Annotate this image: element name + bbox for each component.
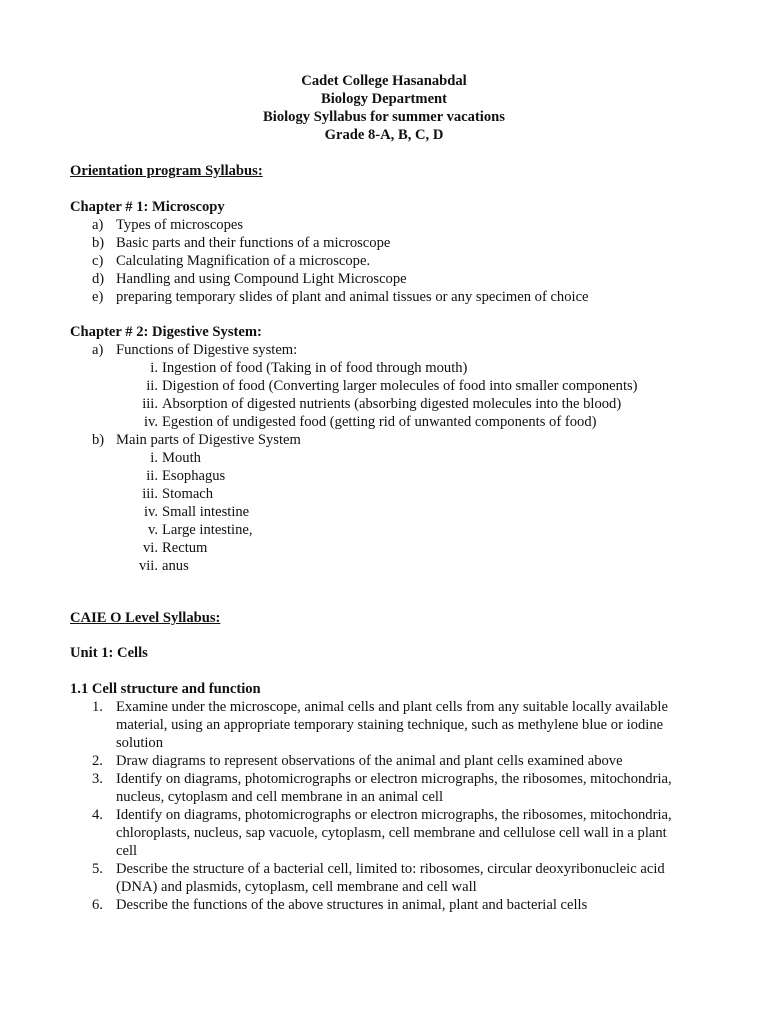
list-item: i. Ingestion of food (Taking in of food through mouth) <box>150 360 468 376</box>
chapter2-heading: Chapter # 2: Digestive System: <box>70 324 262 340</box>
department-name: Biology Department <box>320 91 448 107</box>
document-header <box>0 72 768 144</box>
list-item: v. Large intestine, <box>148 522 253 538</box>
grade-line: Grade 8-A, B, C, D <box>324 127 444 143</box>
list-item: 2. Draw diagrams to represent observations of the animal and plant cells examined above <box>92 753 623 769</box>
list-item: 3. Identify on diagrams, photomicrographs or electron micrographs, the ribosomes, mitochondria, nucleus, cytoplasm and cell membrane in an animal cell <box>92 771 672 805</box>
orientation-heading: Orientation program Syllabus: <box>70 163 263 179</box>
chapter1-list <box>0 216 768 306</box>
list-item: 4. Identify on diagrams, photomicrographs or electron micrographs, the ribosomes, mitochondria, chloroplasts, nucleus, sap vacuole, cytoplasm, cell membrane and cellulose cell wall in a plant cell <box>92 807 672 859</box>
list-item: 1. Examine under the microscope, animal cells and plant cells from any suitable locally available material, using an appropriate temporary staining technique, such as methylene blue or iodine solution <box>92 699 668 751</box>
college-name: Cadet College Hasanabdal <box>301 73 467 89</box>
syllabus-title: Biology Syllabus for summer vacations <box>263 109 505 125</box>
list-item: c) Calculating Magnification of a microscope. <box>92 253 371 269</box>
list-item: iv. Small intestine <box>143 504 250 520</box>
unit-heading: Unit 1: Cells <box>70 645 148 661</box>
list-item: b) Main parts of Digestive System <box>92 432 301 448</box>
list-item: 5. Describe the structure of a bacterial cell, limited to: ribosomes, circular deoxyribonucleic acid (DNA) and plasmids, cytoplasm, cell membrane and cell wall <box>92 861 665 895</box>
list-item: vi. Rectum <box>143 540 208 556</box>
chapter2-list <box>0 341 768 575</box>
list-item: iv. Egestion of undigested food (getting rid of unwanted components of food) <box>143 414 597 430</box>
section-heading: 1.1 Cell structure and function <box>70 681 261 697</box>
list-item: e) preparing temporary slides of plant and animal tissues or any specimen of choice <box>92 289 589 305</box>
list-item: ii. Esophagus <box>146 468 226 484</box>
caie-heading: CAIE O Level Syllabus: <box>70 610 221 626</box>
cell-structure-list <box>0 698 768 914</box>
list-item: ii. Digestion of food (Converting larger molecules of food into smaller components) <box>146 378 638 394</box>
list-item: a) Types of microscopes <box>92 217 244 233</box>
list-item: b) Basic parts and their functions of a microscope <box>92 235 391 251</box>
list-item: 6. Describe the functions of the above structures in animal, plant and bacterial cells <box>92 897 588 913</box>
list-item: d) Handling and using Compound Light Microscope <box>92 271 407 287</box>
chapter1-heading: Chapter # 1: Microscopy <box>70 199 225 215</box>
list-item: a) Functions of Digestive system: <box>92 342 298 358</box>
list-item: vii. anus <box>138 558 189 574</box>
list-item: i. Mouth <box>150 450 201 466</box>
list-item: iii. Absorption of digested nutrients (absorbing digested molecules into the blood) <box>142 396 622 412</box>
list-item: iii. Stomach <box>142 486 214 502</box>
